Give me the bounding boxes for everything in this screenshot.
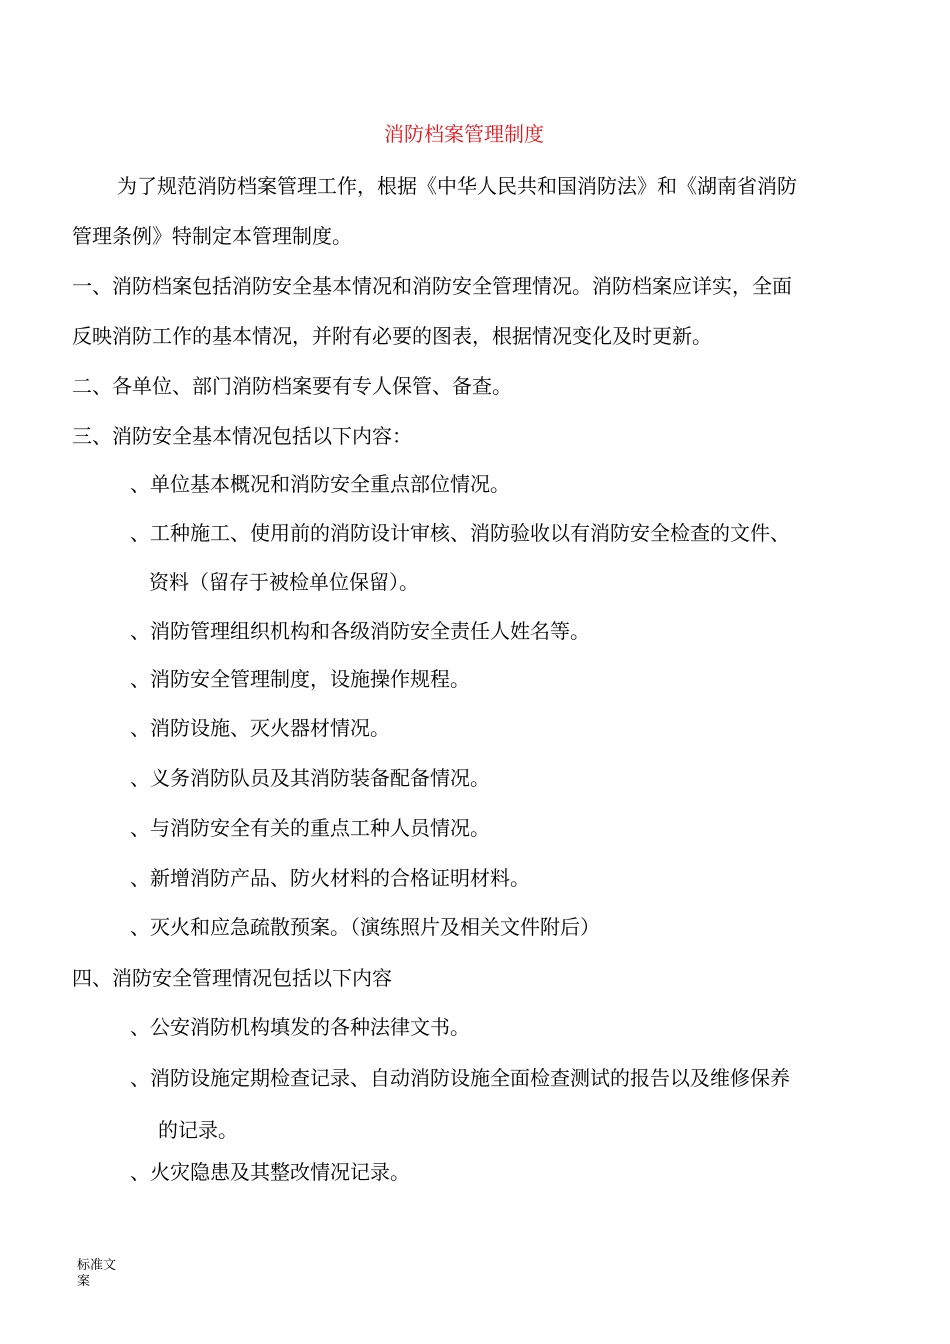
document-title: 消防档案管理制度: [384, 122, 544, 146]
section-3-item: 、消防设施、灭火器材情况。: [130, 716, 390, 740]
section-1-line-2: 反映消防工作的基本情况，并附有必要的图表，根据情况变化及时更新。: [72, 324, 712, 348]
section-3-item: 、与消防安全有关的重点工种人员情况。: [130, 816, 490, 840]
section-4-item: 、火灾隐患及其整改情况记录。: [130, 1160, 410, 1184]
footer-label-line-2: 案: [77, 1274, 91, 1289]
intro-line-2: 管理条例》特制定本管理制度。: [72, 224, 352, 248]
section-1-line-1: 一、消防档案包括消防安全基本情况和消防安全管理情况。消防档案应详实，全面: [72, 274, 792, 298]
section-3-item: 、单位基本概况和消防安全重点部位情况。: [130, 472, 510, 496]
section-4-heading: 四、消防安全管理情况包括以下内容: [72, 966, 392, 990]
footer-label-line-1: 标准文: [77, 1258, 117, 1273]
section-2: 二、各单位、部门消防档案要有专人保管、备查。: [72, 374, 512, 398]
section-3-heading: 三、消防安全基本情况包括以下内容：: [72, 424, 412, 448]
section-3-item: 、工种施工、使用前的消防设计审核、消防验收以有消防安全检查的文件、: [130, 521, 790, 545]
section-3-item: 、灭火和应急疏散预案。（演练照片及相关文件附后）: [130, 915, 600, 939]
section-3-item: 、新增消防产品、防火材料的合格证明材料。: [130, 866, 530, 890]
section-4-item: 、公安消防机构填发的各种法律文书。: [130, 1015, 470, 1039]
section-3-item: 、消防管理组织机构和各级消防安全责任人姓名等。: [130, 619, 590, 643]
section-4-item-continuation: 的记录。: [158, 1118, 238, 1142]
intro-line-1: 为了规范消防档案管理工作，根据《中华人民共和国消防法》和《湖南省消防: [117, 174, 797, 198]
section-3-item: 、消防安全管理制度，设施操作规程。: [130, 667, 470, 691]
section-3-item: 、义务消防队员及其消防装备配备情况。: [130, 766, 490, 790]
section-4-item: 、消防设施定期检查记录、自动消防设施全面检查测试的报告以及维修保养: [130, 1066, 790, 1090]
section-3-item-continuation: 资料（留存于被检单位保留）。: [149, 570, 419, 594]
